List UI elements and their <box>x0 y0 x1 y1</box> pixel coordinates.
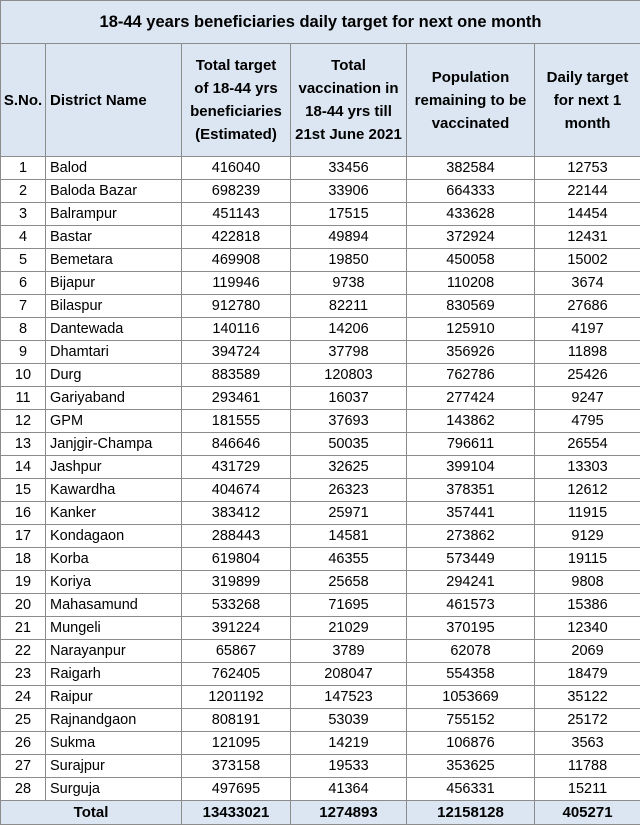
total-vaccination-cell: 208047 <box>291 663 407 686</box>
total-vaccination-cell: 33456 <box>291 157 407 180</box>
header-total-vaccination: Total vaccination in 18-44 yrs till 21st June 2021 <box>291 44 407 157</box>
sno-cell: 14 <box>1 456 46 479</box>
daily-target-cell: 9129 <box>535 525 640 548</box>
total-vaccination-cell: 25971 <box>291 502 407 525</box>
district-name-cell: Kondagaon <box>46 525 182 548</box>
remaining-cell: 1053669 <box>407 686 535 709</box>
total-vaccination-cell: 41364 <box>291 778 407 801</box>
total-target-cell: 912780 <box>182 295 291 318</box>
remaining-cell: 370195 <box>407 617 535 640</box>
total-vaccination-cell: 19533 <box>291 755 407 778</box>
daily-target-cell: 25172 <box>535 709 640 732</box>
remaining-cell: 796611 <box>407 433 535 456</box>
sno-cell: 5 <box>1 249 46 272</box>
remaining-cell: 461573 <box>407 594 535 617</box>
sno-cell: 24 <box>1 686 46 709</box>
total-target-cell: 846646 <box>182 433 291 456</box>
total-vaccination-cell: 3789 <box>291 640 407 663</box>
total-target-cell: 533268 <box>182 594 291 617</box>
daily-target-cell: 9247 <box>535 387 640 410</box>
table-row <box>1 525 640 548</box>
remaining-cell: 353625 <box>407 755 535 778</box>
header-population-remaining: Population remaining to be vaccinated <box>407 44 535 157</box>
sno-cell: 28 <box>1 778 46 801</box>
total-target-cell: 1201192 <box>182 686 291 709</box>
district-name-cell: Raipur <box>46 686 182 709</box>
district-name-cell: Kanker <box>46 502 182 525</box>
total-vaccination-cell: 21029 <box>291 617 407 640</box>
daily-target-cell: 26554 <box>535 433 640 456</box>
district-name-cell: Mahasamund <box>46 594 182 617</box>
sno-cell: 8 <box>1 318 46 341</box>
district-name-cell: Bastar <box>46 226 182 249</box>
sno-cell: 16 <box>1 502 46 525</box>
sno-cell: 15 <box>1 479 46 502</box>
total-vaccination-sum: 1274893 <box>291 801 407 825</box>
sno-cell: 9 <box>1 341 46 364</box>
district-name-cell: Balrampur <box>46 203 182 226</box>
total-vaccination-cell: 26323 <box>291 479 407 502</box>
daily-target-cell: 22144 <box>535 180 640 203</box>
total-target-cell: 431729 <box>182 456 291 479</box>
total-vaccination-cell: 50035 <box>291 433 407 456</box>
total-target-cell: 416040 <box>182 157 291 180</box>
sno-cell: 11 <box>1 387 46 410</box>
total-target-cell: 373158 <box>182 755 291 778</box>
sno-cell: 6 <box>1 272 46 295</box>
table-row <box>1 203 640 226</box>
remaining-cell: 106876 <box>407 732 535 755</box>
district-name-cell: Gariyaband <box>46 387 182 410</box>
total-vaccination-cell: 25658 <box>291 571 407 594</box>
daily-target-cell: 2069 <box>535 640 640 663</box>
total-target-sum: 13433021 <box>182 801 291 825</box>
total-vaccination-cell: 71695 <box>291 594 407 617</box>
total-vaccination-cell: 14219 <box>291 732 407 755</box>
sno-cell: 27 <box>1 755 46 778</box>
remaining-cell: 62078 <box>407 640 535 663</box>
header-district-name: District Name <box>46 44 182 157</box>
total-target-cell: 181555 <box>182 410 291 433</box>
table-row <box>1 318 640 341</box>
total-daily-target-sum: 405271 <box>535 801 640 825</box>
daily-target-cell: 12431 <box>535 226 640 249</box>
total-target-cell: 65867 <box>182 640 291 663</box>
total-vaccination-cell: 120803 <box>291 364 407 387</box>
district-name-cell: Baloda Bazar <box>46 180 182 203</box>
district-name-cell: Kawardha <box>46 479 182 502</box>
daily-target-cell: 15002 <box>535 249 640 272</box>
daily-target-cell: 12340 <box>535 617 640 640</box>
header-sno: S.No. <box>1 44 46 157</box>
total-vaccination-cell: 14581 <box>291 525 407 548</box>
total-target-cell: 140116 <box>182 318 291 341</box>
remaining-cell: 450058 <box>407 249 535 272</box>
total-vaccination-cell: 33906 <box>291 180 407 203</box>
district-name-cell: Bemetara <box>46 249 182 272</box>
total-target-cell: 391224 <box>182 617 291 640</box>
remaining-cell: 294241 <box>407 571 535 594</box>
total-target-cell: 469908 <box>182 249 291 272</box>
total-target-cell: 808191 <box>182 709 291 732</box>
total-target-cell: 288443 <box>182 525 291 548</box>
table-row <box>1 755 640 778</box>
total-target-cell: 383412 <box>182 502 291 525</box>
district-name-cell: Korba <box>46 548 182 571</box>
remaining-cell: 277424 <box>407 387 535 410</box>
total-vaccination-cell: 37798 <box>291 341 407 364</box>
table-row <box>1 778 640 801</box>
sno-cell: 25 <box>1 709 46 732</box>
daily-target-cell: 25426 <box>535 364 640 387</box>
total-vaccination-cell: 82211 <box>291 295 407 318</box>
total-vaccination-cell: 46355 <box>291 548 407 571</box>
total-vaccination-cell: 53039 <box>291 709 407 732</box>
table-row <box>1 617 640 640</box>
table-row <box>1 732 640 755</box>
district-name-cell: Sukma <box>46 732 182 755</box>
total-vaccination-cell: 17515 <box>291 203 407 226</box>
table-row <box>1 640 640 663</box>
district-name-cell: Balod <box>46 157 182 180</box>
sno-cell: 7 <box>1 295 46 318</box>
daily-target-cell: 11898 <box>535 341 640 364</box>
table-row <box>1 456 640 479</box>
total-target-cell: 293461 <box>182 387 291 410</box>
sno-cell: 1 <box>1 157 46 180</box>
table-row <box>1 341 640 364</box>
remaining-cell: 110208 <box>407 272 535 295</box>
total-target-cell: 883589 <box>182 364 291 387</box>
table-row <box>1 686 640 709</box>
daily-target-cell: 12612 <box>535 479 640 502</box>
daily-target-cell: 14454 <box>535 203 640 226</box>
table-row <box>1 180 640 203</box>
remaining-cell: 372924 <box>407 226 535 249</box>
total-target-cell: 404674 <box>182 479 291 502</box>
remaining-cell: 273862 <box>407 525 535 548</box>
total-row <box>1 801 640 825</box>
table-row <box>1 479 640 502</box>
total-vaccination-cell: 32625 <box>291 456 407 479</box>
remaining-cell: 755152 <box>407 709 535 732</box>
total-target-cell: 121095 <box>182 732 291 755</box>
district-name-cell: Raigarh <box>46 663 182 686</box>
table-row <box>1 433 640 456</box>
table-row <box>1 157 640 180</box>
sno-cell: 2 <box>1 180 46 203</box>
daily-target-cell: 19115 <box>535 548 640 571</box>
total-target-cell: 119946 <box>182 272 291 295</box>
sno-cell: 4 <box>1 226 46 249</box>
table-title: 18-44 years beneficiaries daily target for next one month <box>1 1 640 44</box>
remaining-cell: 356926 <box>407 341 535 364</box>
district-name-cell: Mungeli <box>46 617 182 640</box>
table-row <box>1 410 640 433</box>
district-name-cell: Dantewada <box>46 318 182 341</box>
total-target-cell: 451143 <box>182 203 291 226</box>
district-name-cell: Durg <box>46 364 182 387</box>
table-body <box>1 157 640 801</box>
remaining-cell: 554358 <box>407 663 535 686</box>
daily-target-cell: 11915 <box>535 502 640 525</box>
district-name-cell: Jashpur <box>46 456 182 479</box>
table-row <box>1 663 640 686</box>
remaining-cell: 378351 <box>407 479 535 502</box>
total-vaccination-cell: 49894 <box>291 226 407 249</box>
total-vaccination-cell: 37693 <box>291 410 407 433</box>
daily-target-cell: 11788 <box>535 755 640 778</box>
remaining-cell: 762786 <box>407 364 535 387</box>
district-name-cell: Surguja <box>46 778 182 801</box>
sno-cell: 13 <box>1 433 46 456</box>
daily-target-cell: 12753 <box>535 157 640 180</box>
total-target-cell: 497695 <box>182 778 291 801</box>
daily-target-cell: 35122 <box>535 686 640 709</box>
daily-target-cell: 3674 <box>535 272 640 295</box>
header-total-target: Total target of 18-44 yrs beneficiaries (Estimated) <box>182 44 291 157</box>
district-name-cell: Koriya <box>46 571 182 594</box>
table-row <box>1 571 640 594</box>
sno-cell: 19 <box>1 571 46 594</box>
remaining-cell: 456331 <box>407 778 535 801</box>
table-row <box>1 502 640 525</box>
table-row <box>1 226 640 249</box>
daily-target-cell: 18479 <box>535 663 640 686</box>
table-row <box>1 364 640 387</box>
total-vaccination-cell: 14206 <box>291 318 407 341</box>
table-row <box>1 249 640 272</box>
remaining-cell: 125910 <box>407 318 535 341</box>
district-name-cell: Bilaspur <box>46 295 182 318</box>
header-daily-target: Daily target for next 1 month <box>535 44 640 157</box>
sno-cell: 17 <box>1 525 46 548</box>
daily-target-cell: 15211 <box>535 778 640 801</box>
table-row <box>1 387 640 410</box>
remaining-cell: 573449 <box>407 548 535 571</box>
total-target-cell: 762405 <box>182 663 291 686</box>
table-row <box>1 295 640 318</box>
district-name-cell: Dhamtari <box>46 341 182 364</box>
total-vaccination-cell: 19850 <box>291 249 407 272</box>
sno-cell: 26 <box>1 732 46 755</box>
remaining-cell: 664333 <box>407 180 535 203</box>
total-vaccination-cell: 147523 <box>291 686 407 709</box>
daily-target-cell: 4197 <box>535 318 640 341</box>
daily-target-cell: 15386 <box>535 594 640 617</box>
table-row <box>1 548 640 571</box>
district-name-cell: Bijapur <box>46 272 182 295</box>
district-name-cell: Janjgir-Champa <box>46 433 182 456</box>
remaining-cell: 143862 <box>407 410 535 433</box>
sno-cell: 3 <box>1 203 46 226</box>
total-target-cell: 422818 <box>182 226 291 249</box>
daily-target-cell: 13303 <box>535 456 640 479</box>
daily-target-cell: 9808 <box>535 571 640 594</box>
district-name-cell: Rajnandgaon <box>46 709 182 732</box>
sno-cell: 22 <box>1 640 46 663</box>
sno-cell: 10 <box>1 364 46 387</box>
sno-cell: 12 <box>1 410 46 433</box>
total-target-cell: 698239 <box>182 180 291 203</box>
district-name-cell: Surajpur <box>46 755 182 778</box>
table-row <box>1 594 640 617</box>
sno-cell: 21 <box>1 617 46 640</box>
remaining-cell: 433628 <box>407 203 535 226</box>
total-target-cell: 394724 <box>182 341 291 364</box>
total-label: Total <box>1 801 182 825</box>
sno-cell: 23 <box>1 663 46 686</box>
sno-cell: 18 <box>1 548 46 571</box>
remaining-cell: 399104 <box>407 456 535 479</box>
total-vaccination-cell: 16037 <box>291 387 407 410</box>
remaining-cell: 830569 <box>407 295 535 318</box>
daily-target-cell: 3563 <box>535 732 640 755</box>
header-row <box>1 44 640 157</box>
total-target-cell: 619804 <box>182 548 291 571</box>
district-name-cell: GPM <box>46 410 182 433</box>
remaining-cell: 357441 <box>407 502 535 525</box>
district-name-cell: Narayanpur <box>46 640 182 663</box>
sno-cell: 20 <box>1 594 46 617</box>
daily-target-cell: 27686 <box>535 295 640 318</box>
total-target-cell: 319899 <box>182 571 291 594</box>
total-vaccination-cell: 9738 <box>291 272 407 295</box>
table-row <box>1 709 640 732</box>
daily-target-cell: 4795 <box>535 410 640 433</box>
table-row <box>1 272 640 295</box>
total-remaining-sum: 12158128 <box>407 801 535 825</box>
remaining-cell: 382584 <box>407 157 535 180</box>
